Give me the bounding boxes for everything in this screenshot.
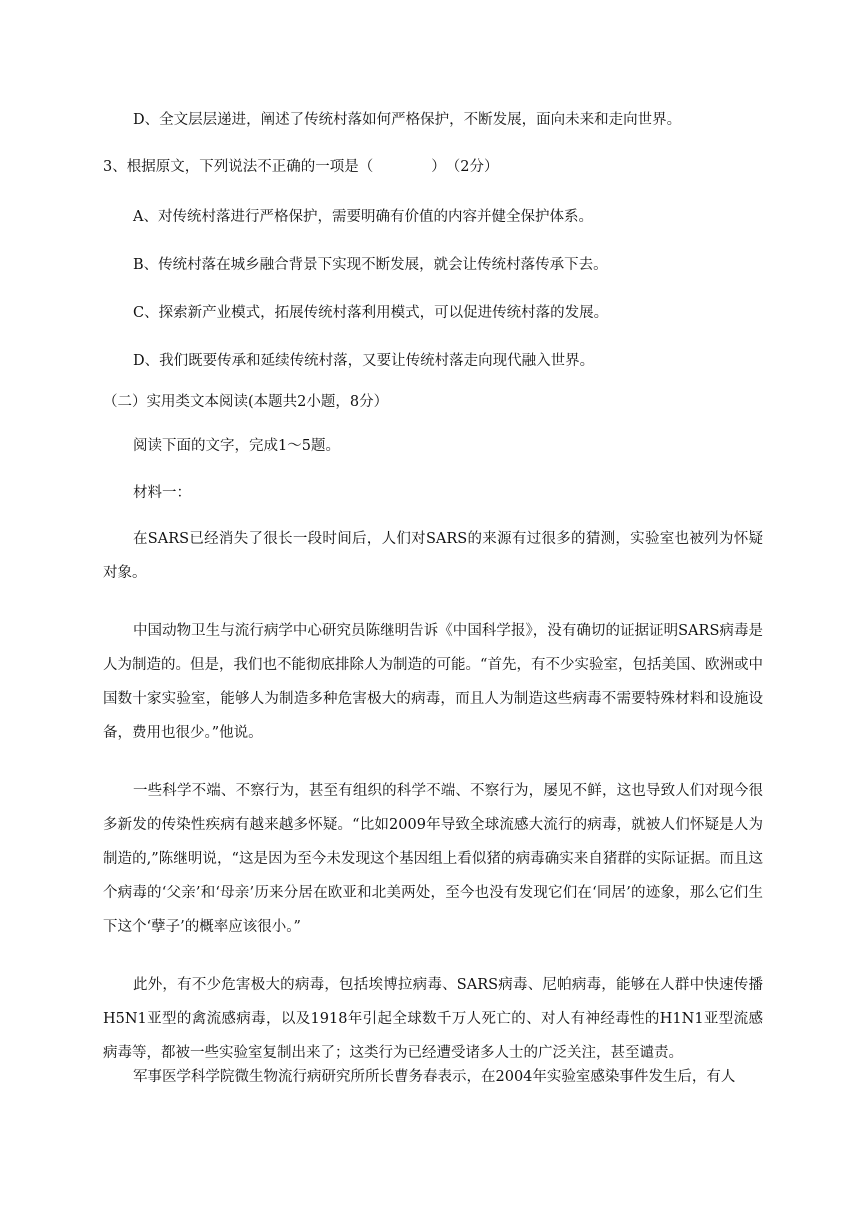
paragraph: 在SARS已经消失了很长一段时间后，人们对SARS的来源有过很多的猜测，实验室也被列为怀疑对象。 xyxy=(103,531,763,581)
paragraph: 中国动物卫生与流行病学中心研究员陈继明告诉《中国科学报》，没有确切的证据证明SARS病毒是人为制造的。但是，我们也不能彻底排除人为制造的可能。“首先，有不少实验室，包括美国、欧洲或中国数十家实验室，能够人为制造多种危害极大的病毒，而且人为制造这些病毒不需要特殊材料和设施设备，费用也很少。”他说。 xyxy=(103,623,763,741)
paragraph: 此外，有不少危害极大的病毒，包括埃博拉病毒、SARS病毒、尼帕病毒，能够在人群中快速传播H5N1亚型的禽流感病毒，以及1918年引起全球数千万人死亡的、对人有神经毒性的H1N1亚型流感病毒等，都被一些实验室复制出来了；这类行为已经遭受诸多人士的广泛关注，甚至谴责。 xyxy=(103,977,763,1061)
q3-option-d: D、我们既要传承和延续传统村落，又要让传统村落走向现代融入世界。 xyxy=(133,353,595,369)
paragraph: 军事医学科学院微生物流行病研究所所长曹务春表示，在2004年实验室感染事件发生后，有人 xyxy=(133,1069,736,1085)
q3-option-b: B、传统村落在城乡融合背景下实现不断发展，就会让传统村落传承下去。 xyxy=(133,257,608,273)
q3-option-c: C、探索新产业模式，拓展传统村落利用模式，可以促进传统村落的发展。 xyxy=(133,305,609,321)
section-heading: （二）实用类文本阅读(本题共2小题，8分） xyxy=(103,394,389,410)
reading-instruction: 阅读下面的文字，完成1～5题。 xyxy=(133,438,340,454)
paragraph: 一些科学不端、不察行为，甚至有组织的科学不端、不察行为，屡见不鲜，这也导致人们对现今很多新发的传染性疾病有越来越多怀疑。“比如2009年导致全球流感大流行的病毒，就被人们怀疑是人为制造的,”陈继明说，“这是因为至今未发现这个基因组上看似猪的病毒确实来自猪群的实际证据。而且这个病毒的‘父亲’和‘母亲’历来分居在欧亚和北美两处，至今也没有发现它们在‘同居’的迹象，那么它们生下这个‘孽子’的概率应该很小。” xyxy=(103,783,763,935)
q3-stem: 3、根据原文，下列说法不正确的一项是（ ） （2分） xyxy=(103,159,499,175)
q2-option-d: D、全文层层递进，阐述了传统村落如何严格保护，不断发展，面向未来和走向世界。 xyxy=(133,112,682,128)
material-label: 材料一： xyxy=(133,485,191,501)
q3-option-a: A、对传统村落进行严格保护，需要明确有价值的内容并健全保护体系。 xyxy=(133,209,593,225)
